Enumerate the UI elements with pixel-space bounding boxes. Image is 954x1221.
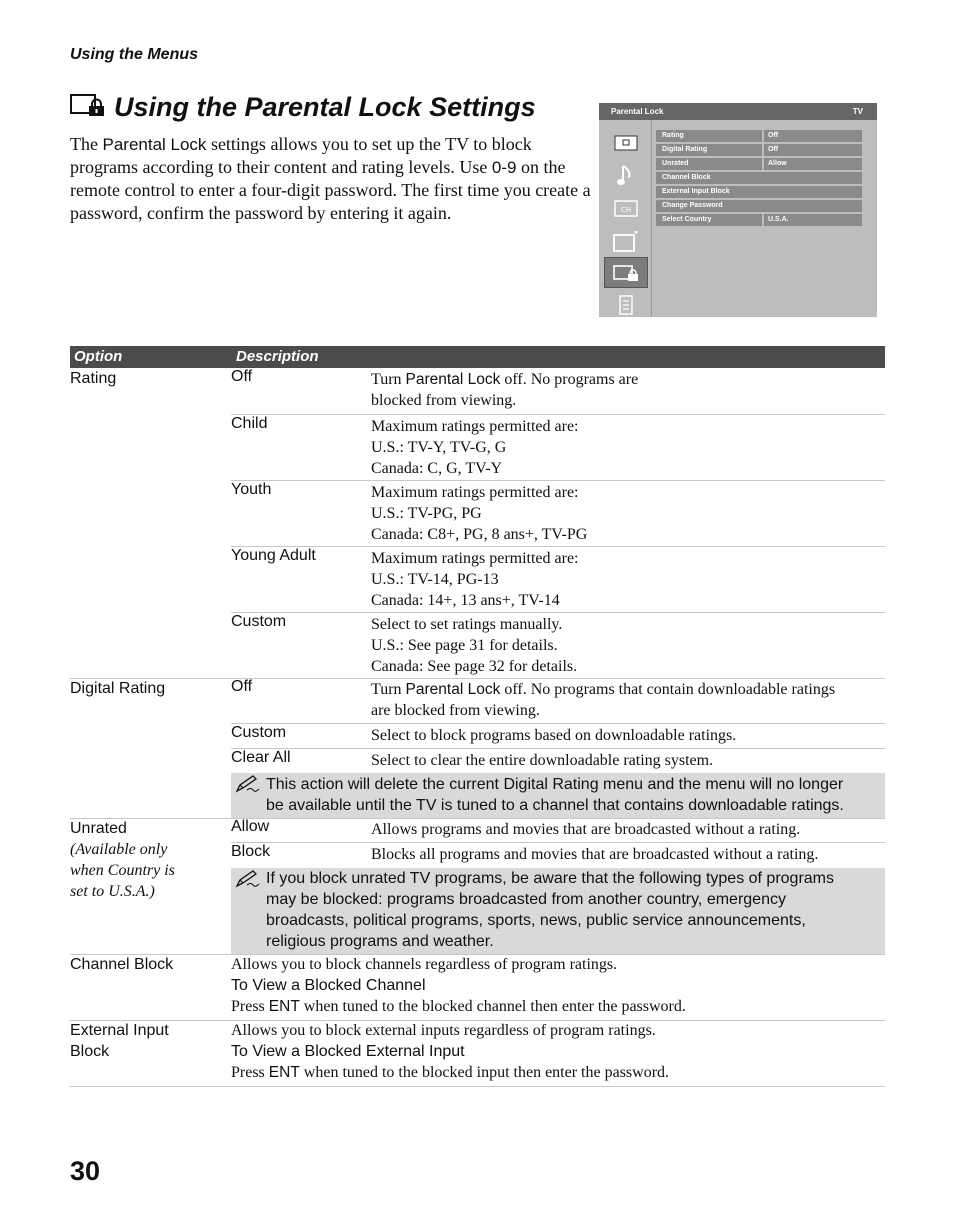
table-row: Clear All Select to clear the entire downloadable rating system. xyxy=(231,749,714,769)
running-header: Using the Menus xyxy=(70,46,199,63)
parental-lock-menu-screenshot xyxy=(599,103,877,317)
table-row: Young Adult Maximum ratings permitted are: U.S.: TV-14, PG-13 Canada: 14+, 13 ans+, TV-14 xyxy=(231,547,885,613)
menu-row: Unrated Allow xyxy=(656,158,862,170)
table-row: Allow Allows programs and movies that are broadcasted without a rating. xyxy=(231,818,885,843)
col-option-header: Option xyxy=(74,348,123,365)
option-external-input-block: External Input Block xyxy=(70,1022,169,1060)
option-channel-block: Channel Block xyxy=(70,956,174,973)
table-row: Child Maximum ratings permitted are: U.S.: TV-Y, TV-G, G Canada: C, G, TV-Y xyxy=(231,415,885,481)
table-row: Custom Select to set ratings manually. U.S.: See page 31 for details. Canada: See page 32 for details. xyxy=(231,613,578,675)
menu-title: Parental Lock xyxy=(611,107,664,116)
svg-text:CH: CH xyxy=(620,206,632,214)
menu-row: Rating Off xyxy=(656,130,862,142)
table-row: Off Turn Parental Lock off. No programs that contain downloadable ratings are blocked from viewing. xyxy=(231,678,885,724)
setup-icon xyxy=(604,228,648,256)
menu-row: Select Country U.S.A. xyxy=(656,214,862,226)
menu-title-bar xyxy=(599,103,877,120)
menu-row: Channel Block xyxy=(656,172,862,184)
note-box: This action will delete the current Digital Rating menu and the menu will no longer be available until the TV is tuned to a channel that contains downloadable ratings. xyxy=(231,773,885,818)
col-description-header: Description xyxy=(236,348,319,365)
option-rating: Rating xyxy=(70,370,117,387)
menu-sidebar xyxy=(599,120,652,317)
channel-icon xyxy=(604,195,648,223)
table-row: Block Blocks all programs and movies that are broadcasted without a rating. xyxy=(231,843,819,863)
table-row: Custom Select to block programs based on downloadable ratings. xyxy=(231,724,885,749)
menu-row: External Input Block xyxy=(656,186,862,198)
options-table xyxy=(70,346,885,1081)
menu-row: Digital Rating Off xyxy=(656,144,862,156)
external-input-block-description: Allows you to block external inputs regardless of program ratings. To View a Blocked External Input Press ENT when tuned to the blocked input then enter the password. xyxy=(231,1022,670,1081)
channel-block-description: Allows you to block channels regardless of program ratings. To View a Blocked Channel Press ENT when tuned to the blocked channel then enter the password. xyxy=(231,956,686,1015)
row-divider xyxy=(70,1086,885,1087)
note-pencil-icon xyxy=(235,870,261,894)
page-title: Using the Parental Lock Settings xyxy=(114,92,536,122)
menu-list-icon xyxy=(604,291,648,319)
sound-icon xyxy=(604,162,648,190)
note-box: If you block unrated TV programs, be aware that the following types of programs may be blocked: programs broadcasted from another country, emergency broadcasts, political programs, sports, news, public service announcements, religious programs and weather. xyxy=(231,868,885,954)
intro-paragraph: The Parental Lock settings allows you to set up the TV to block programs according to their content and rating levels. Use 0-9 on the remote control to enter a four-digit password. The first time you create a password, confirm the password by entering it again. xyxy=(70,134,591,223)
page-number: 30 xyxy=(70,1156,101,1186)
picture-icon xyxy=(604,129,648,157)
section-title xyxy=(70,92,536,123)
menu-source: TV xyxy=(852,107,863,116)
menu-rows xyxy=(656,130,862,228)
note-pencil-icon xyxy=(235,775,261,799)
table-row: Youth Maximum ratings permitted are: U.S.: TV-PG, PG Canada: C8+, PG, 8 ans+, TV-PG xyxy=(231,481,885,547)
table-row: Off Turn Parental Lock off. No programs are blocked from viewing. xyxy=(231,368,885,415)
option-unrated: Unrated (Available only when Country is set to U.S.A.) xyxy=(70,820,175,900)
menu-row: Change Password xyxy=(656,200,862,212)
parental-lock-icon xyxy=(70,93,106,122)
parental-lock-menu-icon xyxy=(604,257,648,288)
option-digital-rating: Digital Rating xyxy=(70,680,166,697)
table-header xyxy=(70,346,885,368)
